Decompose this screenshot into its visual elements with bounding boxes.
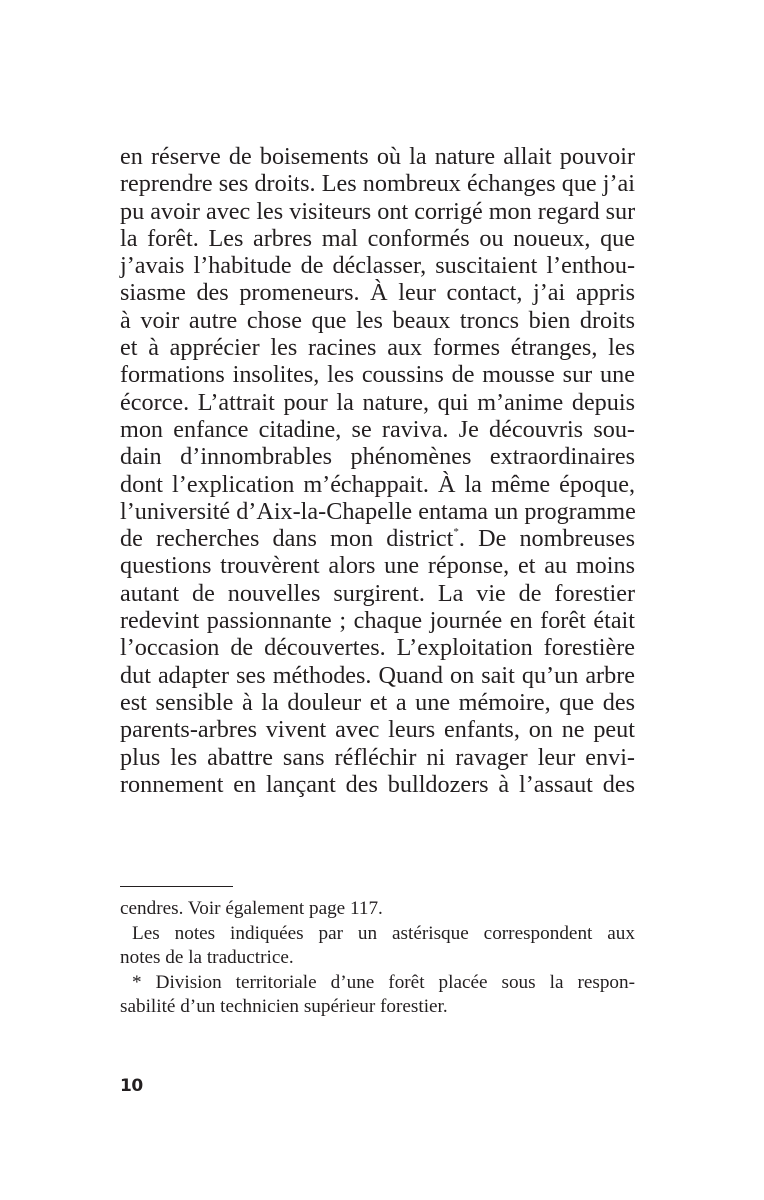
text-line: dain d’innombrables phénomènes extraordinaires bbox=[120, 443, 635, 471]
text-line: et à apprécier les racines aux formes étranges, les bbox=[120, 334, 635, 362]
text-line: écorce. L’attrait pour la nature, qui m’anime depuis bbox=[120, 388, 635, 416]
footnote-line: * Division territoriale d’une forêt placée sous la respon- bbox=[132, 971, 635, 993]
text-line: reprendre ses droits. Les nombreux échanges que j’ai bbox=[120, 170, 635, 198]
footnote-marker[interactable]: * bbox=[453, 526, 459, 539]
footnote-divider bbox=[120, 886, 233, 887]
text-line: siasme des promeneurs. À leur contact, j’ai appris bbox=[120, 279, 635, 307]
footnotes bbox=[120, 897, 635, 1020]
text-segment: de recherches dans mon district bbox=[120, 525, 454, 553]
footnote-line: cendres. Voir également page 117. bbox=[120, 898, 383, 919]
text-segment: . De nombreuses bbox=[458, 525, 636, 553]
footnote-line: notes de la traductrice. bbox=[120, 947, 294, 969]
text-line: l’université d’Aix-la-Chapelle entama un programme bbox=[120, 497, 636, 525]
page-number: 10 bbox=[120, 1076, 143, 1096]
text-line: dont l’explication m’échappait. À la même époque, bbox=[120, 470, 635, 498]
text-line: dut adapter ses méthodes. Quand on sait qu’un arbre bbox=[120, 661, 635, 689]
text-line: redevint passionnante ; chaque journée en forêt était bbox=[120, 607, 635, 635]
text-line: j’avais l’habitude de déclasser, suscitaient l’enthou- bbox=[120, 252, 635, 280]
body-text bbox=[120, 143, 635, 798]
text-line: mon enfance citadine, se raviva. Je découvris sou- bbox=[120, 415, 635, 443]
text-line: parents-arbres vivent avec leurs enfants, on ne peut bbox=[120, 716, 635, 744]
text-line: formations insolites, les coussins de mousse sur une bbox=[120, 361, 635, 389]
text-line-with-note bbox=[120, 525, 635, 552]
text-line: questions trouvèrent alors une réponse, et au moins bbox=[120, 552, 635, 580]
text-line: pu avoir avec les visiteurs ont corrigé mon regard sur bbox=[120, 197, 636, 225]
text-line: autant de nouvelles surgirent. La vie de forestier bbox=[120, 579, 635, 607]
text-line: à voir autre chose que les beaux troncs bien droits bbox=[120, 306, 635, 334]
text-line: est sensible à la douleur et a une mémoire, que des bbox=[120, 688, 635, 716]
text-line: ronnement en lançant des bulldozers à l’assaut des bbox=[120, 770, 635, 798]
text-line: plus les abattre sans réfléchir ni ravager leur envi- bbox=[120, 743, 635, 771]
footnote-line: sabilité d’un technicien supérieur forestier. bbox=[120, 996, 448, 1018]
text-line: en réserve de boisements où la nature allait pouvoir bbox=[120, 143, 635, 170]
text-line: l’occasion de découvertes. L’exploitation forestière bbox=[120, 634, 635, 662]
footnote-line: Les notes indiquées par un astérisque correspondent aux bbox=[132, 922, 635, 944]
text-line: la forêt. Les arbres mal conformés ou noueux, que bbox=[120, 224, 635, 252]
